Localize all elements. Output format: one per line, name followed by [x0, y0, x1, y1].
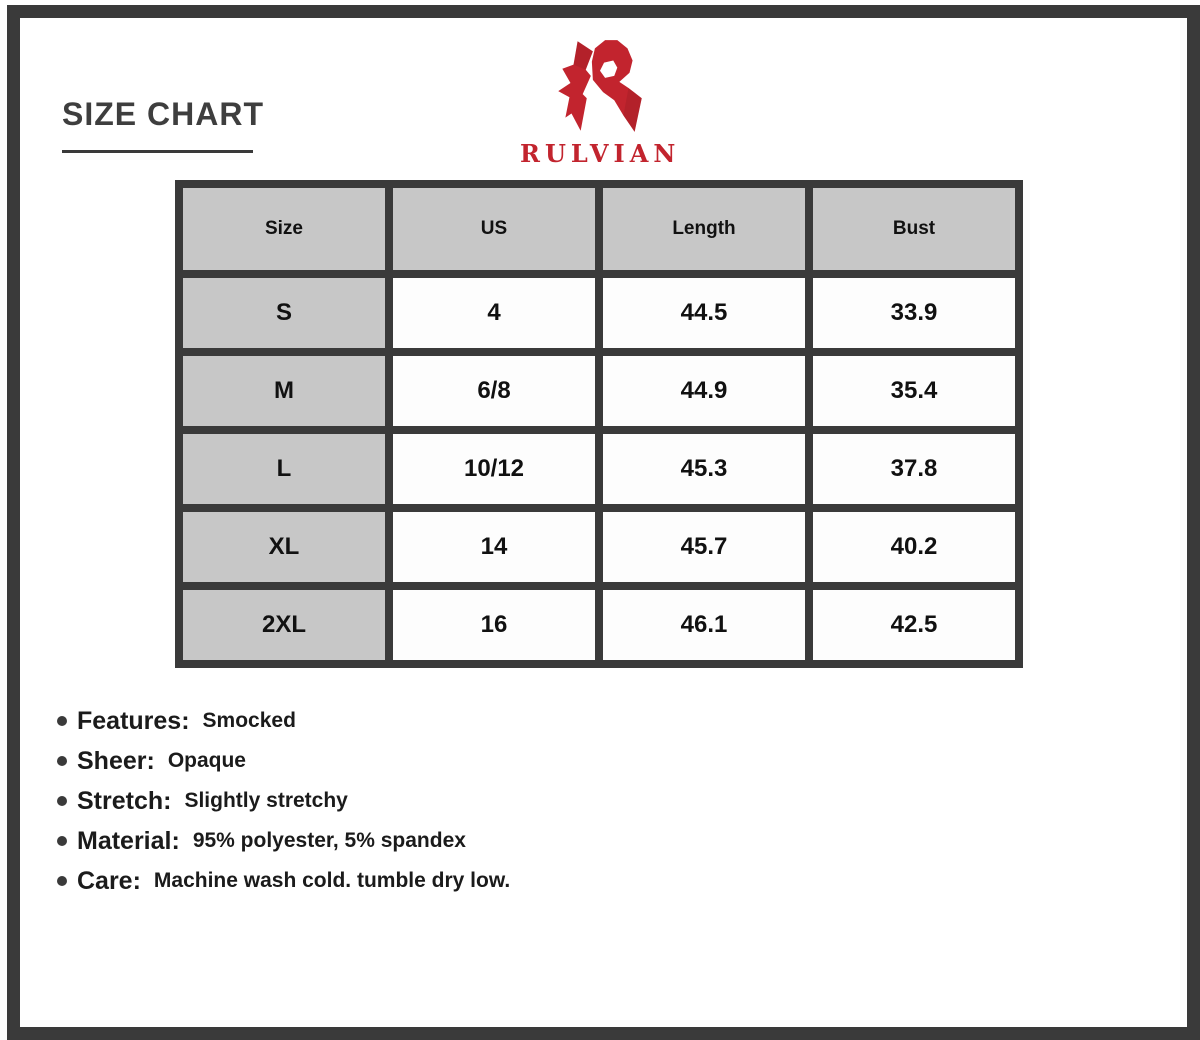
list-item — [57, 861, 510, 901]
list-item — [57, 781, 510, 821]
cell-bust: 42.5 — [813, 590, 1015, 660]
detail-value: Smocked — [202, 709, 296, 732]
list-item — [57, 701, 510, 741]
size-chart-table — [175, 180, 1023, 668]
detail-value: 95% polyester, 5% spandex — [192, 829, 466, 852]
cell-size: L — [183, 434, 385, 504]
cell-size: S — [183, 278, 385, 348]
column-header-size: Size — [183, 188, 385, 270]
detail-value: Slightly stretchy — [184, 789, 348, 812]
cell-bust: 33.9 — [813, 278, 1015, 348]
bullet-dot-icon — [57, 836, 67, 846]
bullet-dot-icon — [57, 716, 67, 726]
detail-label: Material: — [77, 826, 180, 855]
detail-label: Care: — [77, 866, 141, 895]
bullet-dot-icon — [57, 876, 67, 886]
detail-label: Sheer: — [77, 746, 155, 775]
cell-size: 2XL — [183, 590, 385, 660]
cell-bust: 40.2 — [813, 512, 1015, 582]
brand-logo — [520, 34, 680, 168]
cell-us: 14 — [393, 512, 595, 582]
column-header-bust: Bust — [813, 188, 1015, 270]
cell-us: 16 — [393, 590, 595, 660]
cell-bust: 35.4 — [813, 356, 1015, 426]
detail-value: Opaque — [167, 749, 246, 772]
cell-size: M — [183, 356, 385, 426]
list-item — [57, 821, 510, 861]
detail-label: Features: — [77, 706, 190, 735]
product-details-list — [57, 701, 510, 901]
cell-us: 6/8 — [393, 356, 595, 426]
page-title: SIZE CHART — [62, 96, 264, 132]
cell-length: 44.5 — [603, 278, 805, 348]
brand-wordmark: RULVIAN — [520, 139, 681, 168]
cell-bust: 37.8 — [813, 434, 1015, 504]
cell-us: 10/12 — [393, 434, 595, 504]
bullet-dot-icon — [57, 796, 67, 806]
cell-length: 46.1 — [603, 590, 805, 660]
cell-size: XL — [183, 512, 385, 582]
detail-label: Stretch: — [77, 786, 172, 815]
rulvian-r-logo-icon — [544, 34, 656, 138]
column-header-length: Length — [603, 188, 805, 270]
bullet-dot-icon — [57, 756, 67, 766]
column-header-us: US — [393, 188, 595, 270]
cell-us: 4 — [393, 278, 595, 348]
cell-length: 44.9 — [603, 356, 805, 426]
detail-value: Machine wash cold. tumble dry low. — [153, 869, 511, 892]
title-underline — [62, 150, 253, 153]
list-item — [57, 741, 510, 781]
cell-length: 45.7 — [603, 512, 805, 582]
cell-length: 45.3 — [603, 434, 805, 504]
